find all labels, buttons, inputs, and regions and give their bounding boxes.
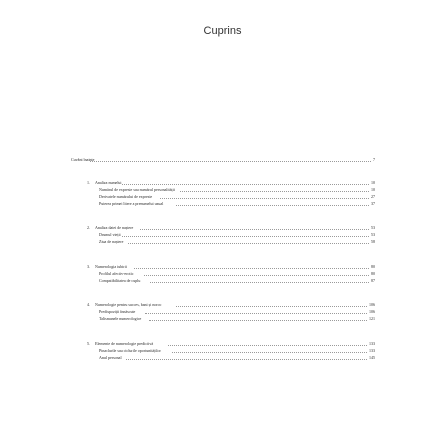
toc-entry-page: 80 [371,271,375,276]
toc-leader [176,306,373,307]
toc-entry-number: 2. [87,225,90,230]
toc-entry-number: 4. [87,302,90,307]
toc-entry-page: 106 [369,309,375,314]
toc-leader [140,229,373,230]
toc-entry-label: Anul personal [99,355,122,360]
toc-entry-page: 106 [369,302,375,307]
toc-leader [150,282,373,283]
toc-leader [180,191,373,192]
toc-leader [145,313,373,314]
toc-entry-page: 87 [371,278,375,283]
page-title: Cuprins [203,25,242,37]
toc-entry-page: 133 [369,341,375,346]
toc-leader [90,161,373,162]
toc-entry-number: 5. [87,341,90,346]
toc-entry [0,277,445,285]
toc-entry-label: Elemente de numerologie predictivă [95,341,154,346]
toc-entry [0,238,445,246]
toc-leader [128,243,373,244]
toc-leader [168,345,373,346]
toc-entry-label: Pinaclurile sau ciclurile oportunităților [99,348,161,353]
toc-entry-label: Derivatele numărului de expresie [99,194,153,199]
toc-entry-label: Numerologie pentru succes, bani și noroc [95,302,162,307]
toc-entry-page: 27 [371,194,375,199]
toc-entry [0,354,445,362]
toc-entry-label: Cuvânt înainte [71,157,95,162]
toc-entry-label: Ziua de naștere [99,239,124,244]
toc-leader [134,268,373,269]
toc-leader [149,320,373,321]
toc-entry-label: Numerologia iubirii [95,264,127,269]
toc-entry-label: Profilul afectiv-erotic [99,271,134,276]
toc-entry-page: 133 [369,348,375,353]
toc-entry-label: Drumul vieții [99,232,121,237]
toc-entry-label: Analiza datei de naștere [95,225,134,230]
toc-entry-page: 53 [371,225,375,230]
toc-leader [122,236,373,237]
toc-leader [144,275,373,276]
toc-entry-number: 1. [87,180,90,185]
toc-entry [0,200,445,208]
toc-entry-page: 58 [371,239,375,244]
toc-entry-page: 80 [371,264,375,269]
toc-entry-page: 7 [373,157,375,162]
toc-entry-number: 3. [87,264,90,269]
toc-entry-page: 10 [371,180,375,185]
toc-entry-label: Talismanele numerologice [99,316,142,321]
toc-leader [122,184,373,185]
toc-leader [176,205,373,206]
toc-entry-label: Numărul de expresie sau numărul personalității [99,187,175,192]
toc-entry-label: Predispoziții înnăscute [99,309,136,314]
toc-entry-page: 37 [371,201,375,206]
toc-entry-page: 121 [369,316,375,321]
toc-leader [160,198,373,199]
toc-leader [126,359,373,360]
toc-entry [0,315,445,323]
toc-entry-page: 53 [371,232,375,237]
toc-entry-page: 145 [369,355,375,360]
toc-entry-label: Compatibilitatea de cuplu [99,278,141,283]
toc-entry-label: Puterea primei litere a prenumelui uzual [99,201,164,206]
toc-entry-label: Analiza numelui [95,180,122,185]
toc-leader [172,352,373,353]
toc-entry [0,156,445,164]
toc-entry-page: 10 [371,187,375,192]
